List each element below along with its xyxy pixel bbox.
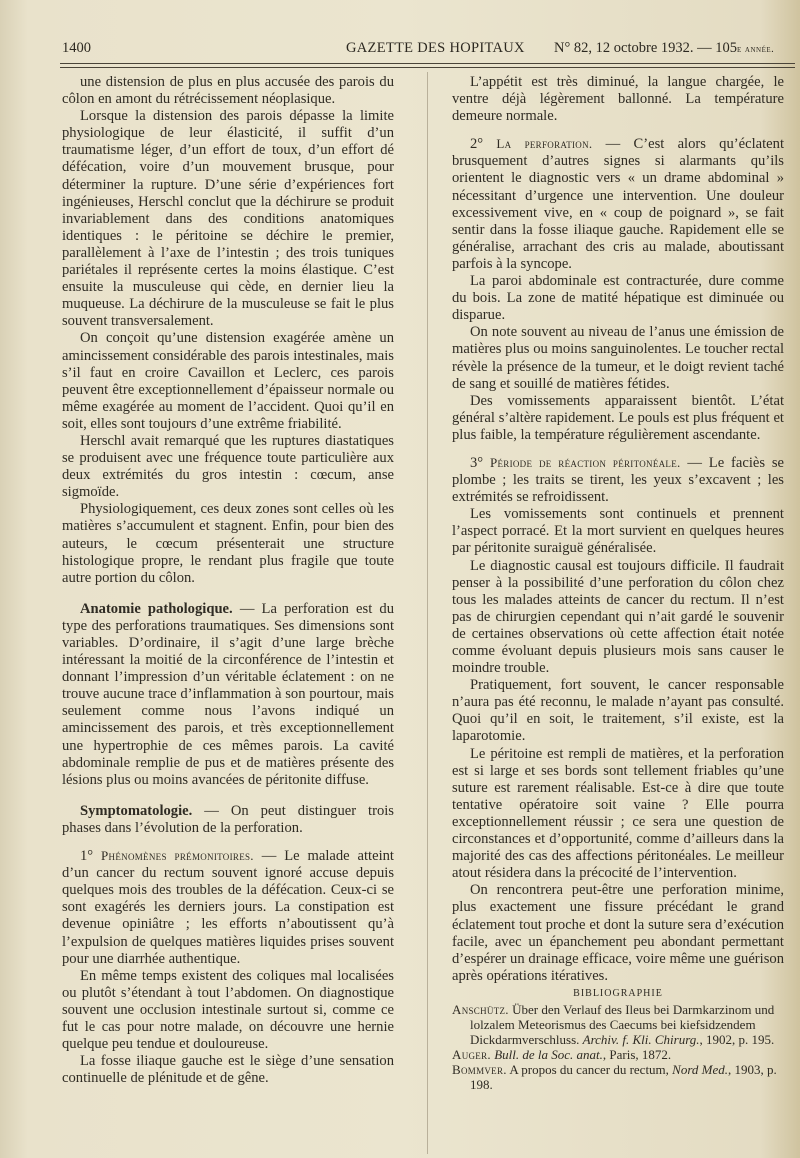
section-text: — La perforation est du type des perforations traumatiques. Ses dimensions sont variables. D’ordinaire, il s’agit d’une large brèche intéressant la moitié de la circonférence de l’intestin et donnant l’impression d’un véritable éclatement : on ne trouve aucune trace d’inflammation à son pourtour, mais seulement comme nous l’avons indiqué un amincissement des parois, et très exceptionnellement une hypertrophie de ces mêmes parois. La cavité abdominale remplie de pus et de matières présente des lésions plus ou moins avancées de péritonite diffuse. (62, 600, 394, 788)
bibliography-details: , 1902, p. 195. (699, 1031, 775, 1047)
paragraph: On rencontrera peut-être une perforation minime, plus exactement une fissure précédant le grand éclatement tout proche et dont la suture sera d’exécution facile, avec un épanchement peu abondant permettant d’espérer un drainage efficace, voire même une guérison après opérations itératives. (452, 882, 784, 984)
section-paragraph (62, 803, 394, 837)
bibliography-author: Anschütz. (452, 1001, 509, 1017)
subsection-paragraph (62, 847, 394, 968)
subsection-heading: La perforation. (496, 136, 593, 152)
journal-title: GAZETTE DES HOPITAUX (346, 40, 525, 56)
paragraph: En même temps existent des coliques mal localisées ou plutôt s’étendant à tout l’abdomen. On diagnostique souvent une occlusion intestinale surtout si, comme ce fut le cas pour notre malade, on découvre une hernie quelque peu tendue et douloureuse. (62, 967, 394, 1053)
paragraph: Le diagnostic causal est toujours difficile. Il faudrait penser à la possibilité d’une perforation du côlon chez tous les malades atteints de cancer du rectum. Il n’est pas de chirurgien cependant qui n’ait gardé le souvenir de certaines observations où cette affection était notée comme évoluant depuis plusieurs mois sans causer le moindre trouble. (452, 557, 784, 677)
bibliography-title: BIBLIOGRAPHIE (573, 987, 663, 999)
subsection-number: 3° (470, 454, 490, 471)
paragraph: L’appétit est très diminué, la langue chargée, le ventre déjà légèrement ballonné. La température demeure normale. (452, 74, 784, 125)
subsection-heading: Phénomènes prémonitoires. (101, 848, 254, 864)
bibliography-entry (452, 1047, 784, 1062)
paragraph: Le péritoine est rempli de matières, et la perforation est si large et ses bords sont tellement friables qu’une suture est rarement réalisable. Est-ce à dire que toute tentative opératoire soit vaine ? Elle pourra exceptionnellement réussir ; ce sera une question de circonstances et d’opportunité, comme d’ailleurs dans la majorité des cas des affections péritonéales. Le meilleur atout résidera dans la précocité de l’intervention. (452, 745, 784, 882)
subsection-paragraph (452, 454, 784, 506)
page-number: 1400 (62, 40, 91, 56)
subsection-paragraph (452, 135, 784, 273)
section-text: — On peut distinguer trois phases dans l’évolution de la perforation. (62, 802, 394, 836)
subsection-text: — Le faciès se plombe ; les traits se tirent, les yeux s’excavent ; les extrémités se refroidissent. (452, 454, 784, 506)
subsection-text: — Le malade atteint d’un cancer du rectum souvent ignoré accuse depuis quelques mois des troubles de la défécation. Ceux-ci se sont exagérés les derniers jours. La constipation est devenue opiniâtre ; les efforts n’aboutissent qu’à l’expulsion de quelques matières liquides prises souvent pour une diarrhée authentique. (62, 848, 394, 967)
paragraph: La paroi abdominale est contracturée, dure comme du bois. La zone de matité hépatique est diminuée ou disparue. (452, 273, 784, 324)
bibliography-details: , Paris, 1872. (602, 1046, 672, 1062)
issue-date: N° 82, 12 octobre 1932. — 105 (554, 40, 737, 56)
paragraph: On note souvent au niveau de l’anus une émission de matières plus ou moins sanguinolentes. Le toucher rectal révèle la présence de la tumeur, et le doigt revient taché de sang et souillé de matières fétides. (452, 324, 784, 392)
bibliography-author: Auger. (452, 1046, 491, 1062)
paragraph: Physiologiquement, ces deux zones sont celles où les matières s’accumulent et stagnent. Enfin, pour bien des auteurs, le cœcum présenterait une structure histologique propre, le rendant plus fragile que toute autre portion du côlon. (62, 501, 394, 586)
left-column (62, 74, 394, 1087)
page-header (62, 40, 792, 60)
section-heading: Anatomie pathologique. (80, 600, 233, 617)
bibliography-text: Über den Verlauf des Ileus bei Darmkarzinom und lolzalem Meteorismus des Caecums bei kiefsidzendem Dickdarmverschluss. (470, 1001, 775, 1047)
section-paragraph (62, 601, 394, 789)
paragraph: Lorsque la distension des parois dépasse la limite physiologique de leur élasticité, il suffit d’un traumatisme léger, d’un effort de toux, d’un effort dé défécation, voire d’un mouvement brusque, pour déterminer la rupture. D’une série d’expériences fort ingénieuses, Herschl conclut que la déchirure se produit invariablement dans des conditions anatomiques identiques : le péritoine se déchire le premier, parallèlement à l’axe de l’intestin ; des trois tuniques pariétales il représente certes la moins élastique. C’est ensuite la musculeuse qui cède, en dernier lieu la muqueuse. La déchirure de la musculeuse se fait le plus souvent transversalement. (62, 108, 394, 330)
bibliography-author: Bommver. (452, 1061, 507, 1077)
bibliography-source: Bull. de la Soc. anat. (494, 1046, 603, 1062)
paragraph: Les vomissements sont continuels et prennent l’aspect porracé. Et la mort survient en quelques heures par péritonite suraiguë généralisée. (452, 506, 784, 557)
bibliography-text: A propos du cancer du rectum, (506, 1061, 673, 1077)
issue-year-suffix: e année. (737, 44, 775, 55)
paragraph: une distension de plus en plus accusée des parois du côlon en amont du rétrécissement néoplasique. (62, 74, 394, 108)
issue-info (554, 40, 774, 57)
subsection-heading: Période de réaction péritonéale. (489, 454, 681, 470)
paragraph: La fosse iliaque gauche est le siège d’une sensation continuelle de plénitude et de gêne. (62, 1053, 394, 1087)
paragraph: On conçoit qu’une distension exagérée amène un amincissement considérable des parois intestinales, mais s’il faut en croire Cavaillon et Leclerc, ces parois peuvent être exceptionnellement d’épaisseur normale ou même exagérée au moment de l’accident. Quoi qu’il en soit, elles sont toujours d’une extrême friabilité. (62, 330, 394, 432)
header-rule (60, 63, 795, 68)
section-heading: Symptomatologie. (80, 802, 193, 819)
paragraph: Pratiquement, fort souvent, le cancer responsable n’aura pas été reconnu, le malade n’ayant pas consulté. Quoi qu’il en soit, le traitement, s’il existe, est la laparotomie. (452, 677, 784, 745)
subsection-text: — C’est alors qu’éclatent brusquement d’autres signes si alarmants qu’ils orientent le diagnostic vers « un drame abdominal » nécessitant d’urgence une intervention. Une douleur excessivement vive, en « coup de poignard », se fait sentir dans la fosse iliaque gauche. Rapidement elle se généralise, arrachant des cris au malade, aboutissant parfois à la syncope. (452, 136, 784, 272)
bibliography-details: , 1903, p. 198. (470, 1061, 777, 1092)
paragraph: Herschl avait remarqué que les ruptures diastatiques se produisent avec une fréquence toute particulière aux deux extrémités du gros intestin : cœcum, anse sigmoïde. (62, 432, 394, 501)
subsection-number: 1° (80, 848, 102, 865)
right-column (452, 74, 784, 1092)
column-divider (427, 72, 428, 1154)
bibliography-source: Archiv. f. Kli. Chirurg. (582, 1031, 700, 1047)
paragraph: Des vomissements apparaissent bientôt. L’état général s’altère rapidement. Le pouls est plus fréquent et plus faible, la température régulièrement ascendante. (452, 392, 784, 443)
subsection-number: 2° (470, 136, 497, 153)
bibliography-entry (452, 1002, 784, 1047)
bibliography-source: Nord Med. (672, 1061, 729, 1077)
bibliography-entry (452, 1062, 784, 1092)
